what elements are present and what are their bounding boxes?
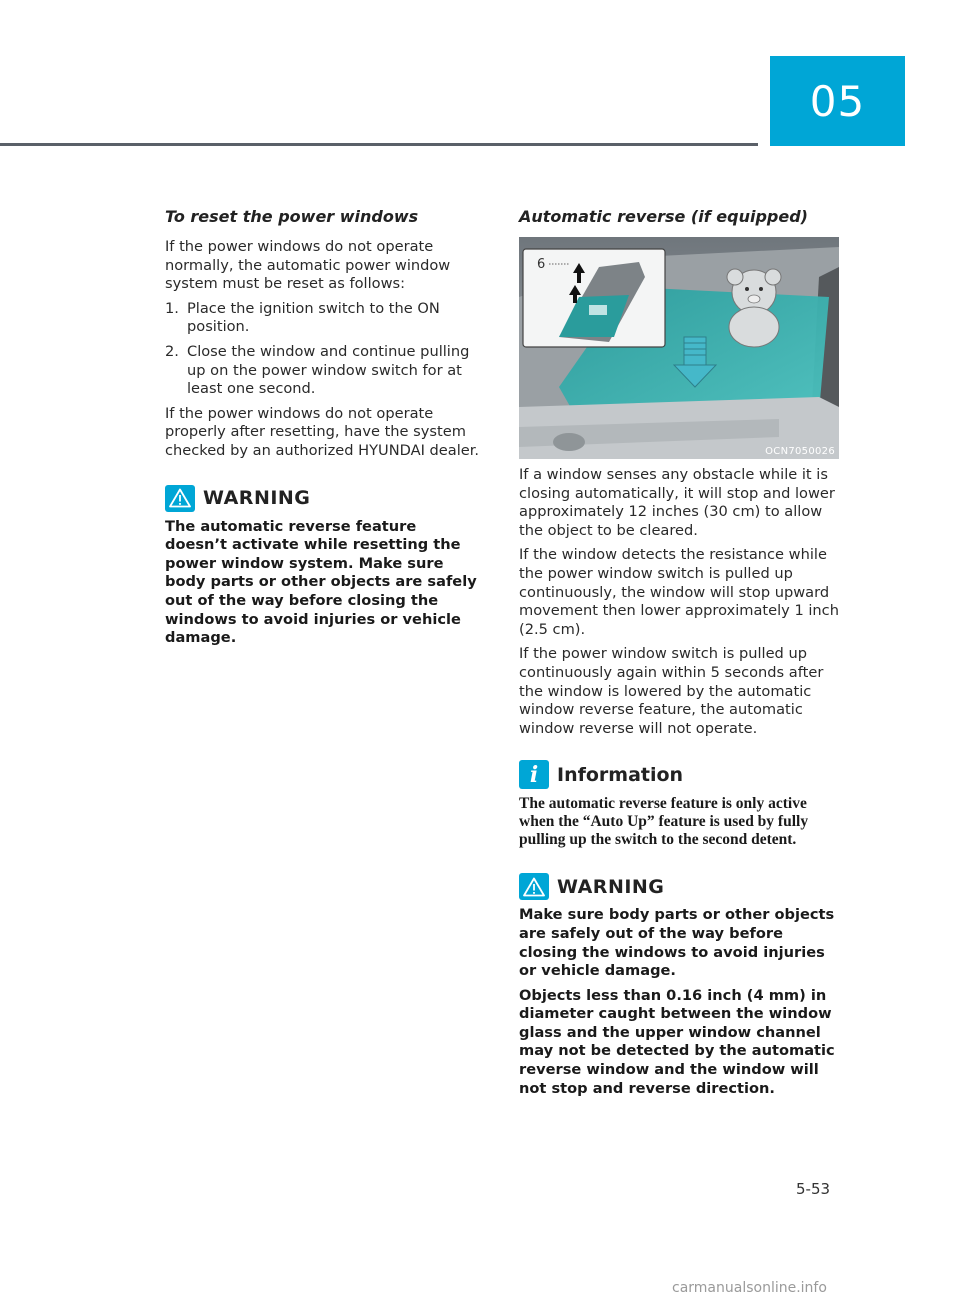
auto-reverse-paragraph: If the power window switch is pulled up continuously again within 5 seconds after the window is lowered by the automatic window reverse feature, the automatic window reverse will not operate. bbox=[519, 645, 824, 737]
information-text: The automatic reverse feature is only active when the “Auto Up” feature is used by fully pulling up the switch to the second detent. bbox=[519, 795, 809, 849]
reset-outro: If the power windows do not operate properly after resetting, have the system checked by an authorized HYUNDAI dealer. bbox=[165, 404, 480, 459]
reset-steps bbox=[165, 300, 480, 399]
warning-title: WARNING bbox=[557, 875, 665, 898]
warning-heading bbox=[165, 485, 480, 512]
window-illustration bbox=[519, 237, 839, 459]
right-column bbox=[519, 466, 841, 1104]
step-number: 1. bbox=[165, 299, 179, 317]
figure-callout: 6 bbox=[537, 257, 546, 272]
window-illustration-drawing bbox=[519, 237, 839, 459]
warning-text: The automatic reverse feature doesn’t activate while resetting the power window system. Make sure body parts or other objects are safely out of the way before closing the windows to avoid injuries or vehicle damage. bbox=[165, 517, 477, 647]
list-item bbox=[165, 343, 480, 399]
step-number: 2. bbox=[165, 342, 179, 360]
section-title-reset: To reset the power windows bbox=[165, 207, 419, 226]
step-text: Place the ignition switch to the ON position. bbox=[187, 299, 440, 336]
warning-icon bbox=[165, 485, 195, 512]
reset-intro: If the power windows do not operate normally, the automatic power window system must be reset as follows: bbox=[165, 238, 451, 293]
chapter-tab: 05 bbox=[770, 56, 905, 146]
header-rule bbox=[0, 143, 758, 146]
information-icon: i bbox=[519, 760, 549, 789]
page-number: 5-53 bbox=[796, 1180, 831, 1198]
section-title-auto-reverse: Automatic reverse (if equipped) bbox=[519, 207, 808, 226]
list-item bbox=[165, 300, 480, 337]
right-column-header bbox=[519, 206, 841, 238]
auto-reverse-paragraph: If a window senses any obstacle while it is closing automatically, it will stop and lower approximately 12 inches (30 cm) to allow the object to be cleared. bbox=[519, 466, 835, 539]
warning-heading bbox=[519, 873, 841, 900]
figure-caption: OCN7050026 bbox=[765, 446, 835, 457]
warning-title: WARNING bbox=[203, 487, 311, 510]
left-column bbox=[165, 206, 480, 654]
information-title: Information bbox=[557, 763, 684, 786]
information-heading bbox=[519, 760, 841, 789]
warning-icon bbox=[519, 873, 549, 900]
watermark: carmanualsonline.info bbox=[672, 1280, 827, 1296]
warning-text: Make sure body parts or other objects are safely out of the way before closing the windows to avoid injuries or vehicle damage. bbox=[519, 906, 835, 980]
auto-reverse-paragraph: If the window detects the resistance while the power window switch is pulled up continuously, the window will stop upward movement then lower approximately 1 inch (2.5 cm). bbox=[519, 546, 839, 638]
step-text: Close the window and continue pulling up on the power window switch for at least one second. bbox=[187, 342, 470, 398]
warning-text: Objects less than 0.16 inch (4 mm) in diameter caught between the window glass and the upper window channel may not be detected by the automatic reverse window and the window will not stop and reverse direction. bbox=[519, 986, 835, 1097]
